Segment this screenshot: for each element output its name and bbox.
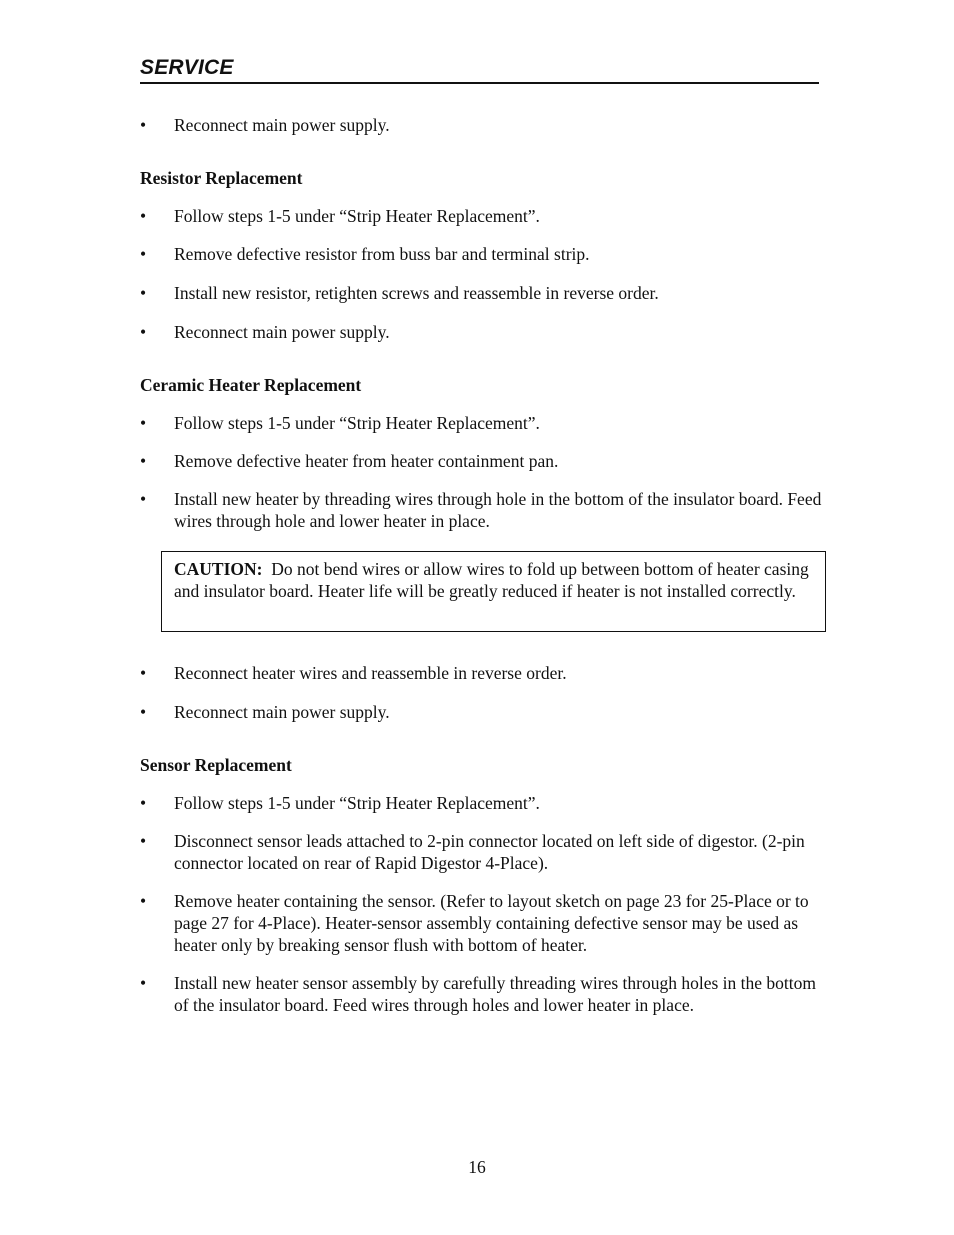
list-item-text: Remove heater containing the sensor. (Refer to layout sketch on page 23 for 25-Place or to page 27 for 4-Place). Heater-sensor assembly containing defective sensor may be used as heater only by breaking sensor flush with bottom of heater. (174, 891, 809, 955)
section-heading-sensor-replacement: Sensor Replacement (140, 755, 292, 775)
list-item-text: Install new resistor, retighten screws and reassemble in reverse order. (174, 283, 659, 303)
list-item-text: Install new heater by threading wires through hole in the bottom of the insulator board. Feed wires through hole and lower heater in place. (174, 489, 822, 531)
section-heading-ceramic-heater-replacement: Ceramic Heater Replacement (140, 375, 362, 395)
bullet-icon: • (140, 663, 147, 683)
bullet-icon: • (140, 206, 147, 226)
bullet-icon: • (140, 451, 147, 471)
bullet-icon: • (140, 891, 147, 911)
list-item-text: Disconnect sensor leads attached to 2-pin connector located on left side of digestor. (2-pin connector located on rear of Rapid Digestor 4-Place). (174, 831, 805, 873)
bullet-icon: • (140, 702, 147, 722)
caution-box (161, 551, 826, 632)
list-item-text: Reconnect heater wires and reassemble in reverse order. (174, 663, 567, 683)
caution-text (174, 558, 814, 602)
list-item-text: Remove defective resistor from buss bar and terminal strip. (174, 244, 590, 264)
list-item-text: Remove defective heater from heater containment pan. (174, 451, 559, 471)
page-number: 16 (468, 1157, 486, 1177)
list-item-text: Install new heater sensor assembly by carefully threading wires through holes in the bottom of the insulator board. Feed wires through holes and lower heater in place. (174, 973, 816, 1015)
caution-label: CAUTION: (174, 559, 263, 579)
list-item-text: Follow steps 1-5 under “Strip Heater Replacement”. (174, 413, 540, 433)
bullet-icon: • (140, 831, 147, 851)
list-item-text: Reconnect main power supply. (174, 702, 390, 722)
list-item-text: Follow steps 1-5 under “Strip Heater Replacement”. (174, 793, 540, 813)
caution-body: Do not bend wires or allow wires to fold up between bottom of heater casing and insulator board. Heater life will be greatly reduced if heater is not installed correctly. (174, 559, 809, 601)
bullet-icon: • (140, 115, 147, 135)
list-item-text: Reconnect main power supply. (174, 322, 390, 342)
header-rule (140, 82, 819, 84)
list-item-text: Reconnect main power supply. (174, 115, 390, 135)
list-item-text: Follow steps 1-5 under “Strip Heater Replacement”. (174, 206, 540, 226)
section-header-title: SERVICE (140, 56, 234, 79)
bullet-icon: • (140, 973, 147, 993)
bullet-icon: • (140, 283, 147, 303)
bullet-icon: • (140, 413, 147, 433)
bullet-icon: • (140, 793, 147, 813)
bullet-icon: • (140, 489, 147, 509)
bullet-icon: • (140, 244, 147, 264)
section-heading-resistor-replacement: Resistor Replacement (140, 168, 303, 188)
bullet-icon: • (140, 322, 147, 342)
